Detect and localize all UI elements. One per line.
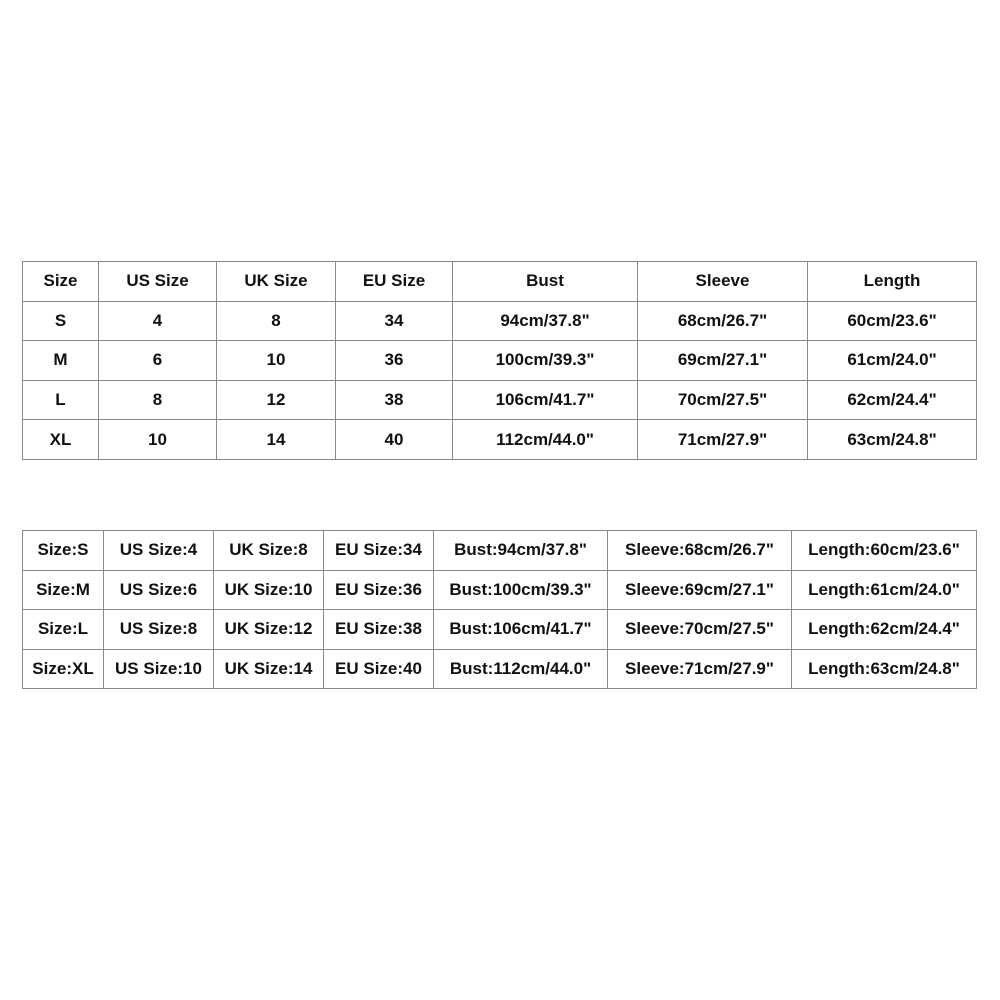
table-cell: 68cm/26.7" [638, 301, 808, 341]
table-cell: 8 [99, 380, 217, 420]
size-label-table [22, 530, 977, 689]
table-cell: Size:L [23, 610, 104, 650]
table-cell: UK Size:10 [214, 570, 324, 610]
table-cell: Sleeve:71cm/27.9" [608, 649, 792, 689]
table-row [23, 420, 977, 460]
table-cell: EU Size:36 [324, 570, 434, 610]
table-cell: EU Size:38 [324, 610, 434, 650]
table-cell: S [23, 301, 99, 341]
table-cell: Length:63cm/24.8" [792, 649, 977, 689]
table-cell: Bust:94cm/37.8" [434, 531, 608, 571]
table-cell: Length:62cm/24.4" [792, 610, 977, 650]
table-cell: 36 [336, 341, 453, 381]
table-cell: Bust:100cm/39.3" [434, 570, 608, 610]
table-cell: 34 [336, 301, 453, 341]
table-row [23, 570, 977, 610]
table-cell: 69cm/27.1" [638, 341, 808, 381]
table-cell: 71cm/27.9" [638, 420, 808, 460]
table-cell: Size:M [23, 570, 104, 610]
table-row [23, 610, 977, 650]
table-cell: Bust:112cm/44.0" [434, 649, 608, 689]
table-row [23, 531, 977, 571]
table-cell: XL [23, 420, 99, 460]
table-cell: US Size:8 [104, 610, 214, 650]
table-cell: UK Size:14 [214, 649, 324, 689]
table-cell: 38 [336, 380, 453, 420]
table-cell: L [23, 380, 99, 420]
table-cell: 70cm/27.5" [638, 380, 808, 420]
header-cell: US Size [99, 262, 217, 302]
table-cell: Bust:106cm/41.7" [434, 610, 608, 650]
table-cell: 6 [99, 341, 217, 381]
table-row [23, 649, 977, 689]
table-cell: EU Size:40 [324, 649, 434, 689]
table-cell: Length:60cm/23.6" [792, 531, 977, 571]
table-cell: 61cm/24.0" [808, 341, 977, 381]
table-cell: Sleeve:69cm/27.1" [608, 570, 792, 610]
table-cell: 94cm/37.8" [453, 301, 638, 341]
table-cell: 112cm/44.0" [453, 420, 638, 460]
table-cell: 63cm/24.8" [808, 420, 977, 460]
table-cell: Sleeve:68cm/26.7" [608, 531, 792, 571]
header-cell: Length [808, 262, 977, 302]
table-cell: US Size:6 [104, 570, 214, 610]
header-cell: Sleeve [638, 262, 808, 302]
table-cell: 100cm/39.3" [453, 341, 638, 381]
table-cell: Sleeve:70cm/27.5" [608, 610, 792, 650]
header-cell: Bust [453, 262, 638, 302]
table-cell: 106cm/41.7" [453, 380, 638, 420]
table-cell: US Size:10 [104, 649, 214, 689]
table-cell: 10 [217, 341, 336, 381]
table-cell: Size:XL [23, 649, 104, 689]
table-cell: 62cm/24.4" [808, 380, 977, 420]
table-cell: 14 [217, 420, 336, 460]
table-cell: Length:61cm/24.0" [792, 570, 977, 610]
table-cell: M [23, 341, 99, 381]
table-cell: 12 [217, 380, 336, 420]
table-cell: 4 [99, 301, 217, 341]
table-cell: UK Size:8 [214, 531, 324, 571]
table-row [23, 341, 977, 381]
table-row [23, 301, 977, 341]
table-row [23, 380, 977, 420]
table-cell: 10 [99, 420, 217, 460]
table-header-row [23, 262, 977, 302]
table-cell: Size:S [23, 531, 104, 571]
header-cell: EU Size [336, 262, 453, 302]
table-cell: 8 [217, 301, 336, 341]
table-cell: EU Size:34 [324, 531, 434, 571]
size-chart-table [22, 261, 977, 460]
table-cell: US Size:4 [104, 531, 214, 571]
table-cell: 60cm/23.6" [808, 301, 977, 341]
table-cell: 40 [336, 420, 453, 460]
table-cell: UK Size:12 [214, 610, 324, 650]
header-cell: UK Size [217, 262, 336, 302]
header-cell: Size [23, 262, 99, 302]
